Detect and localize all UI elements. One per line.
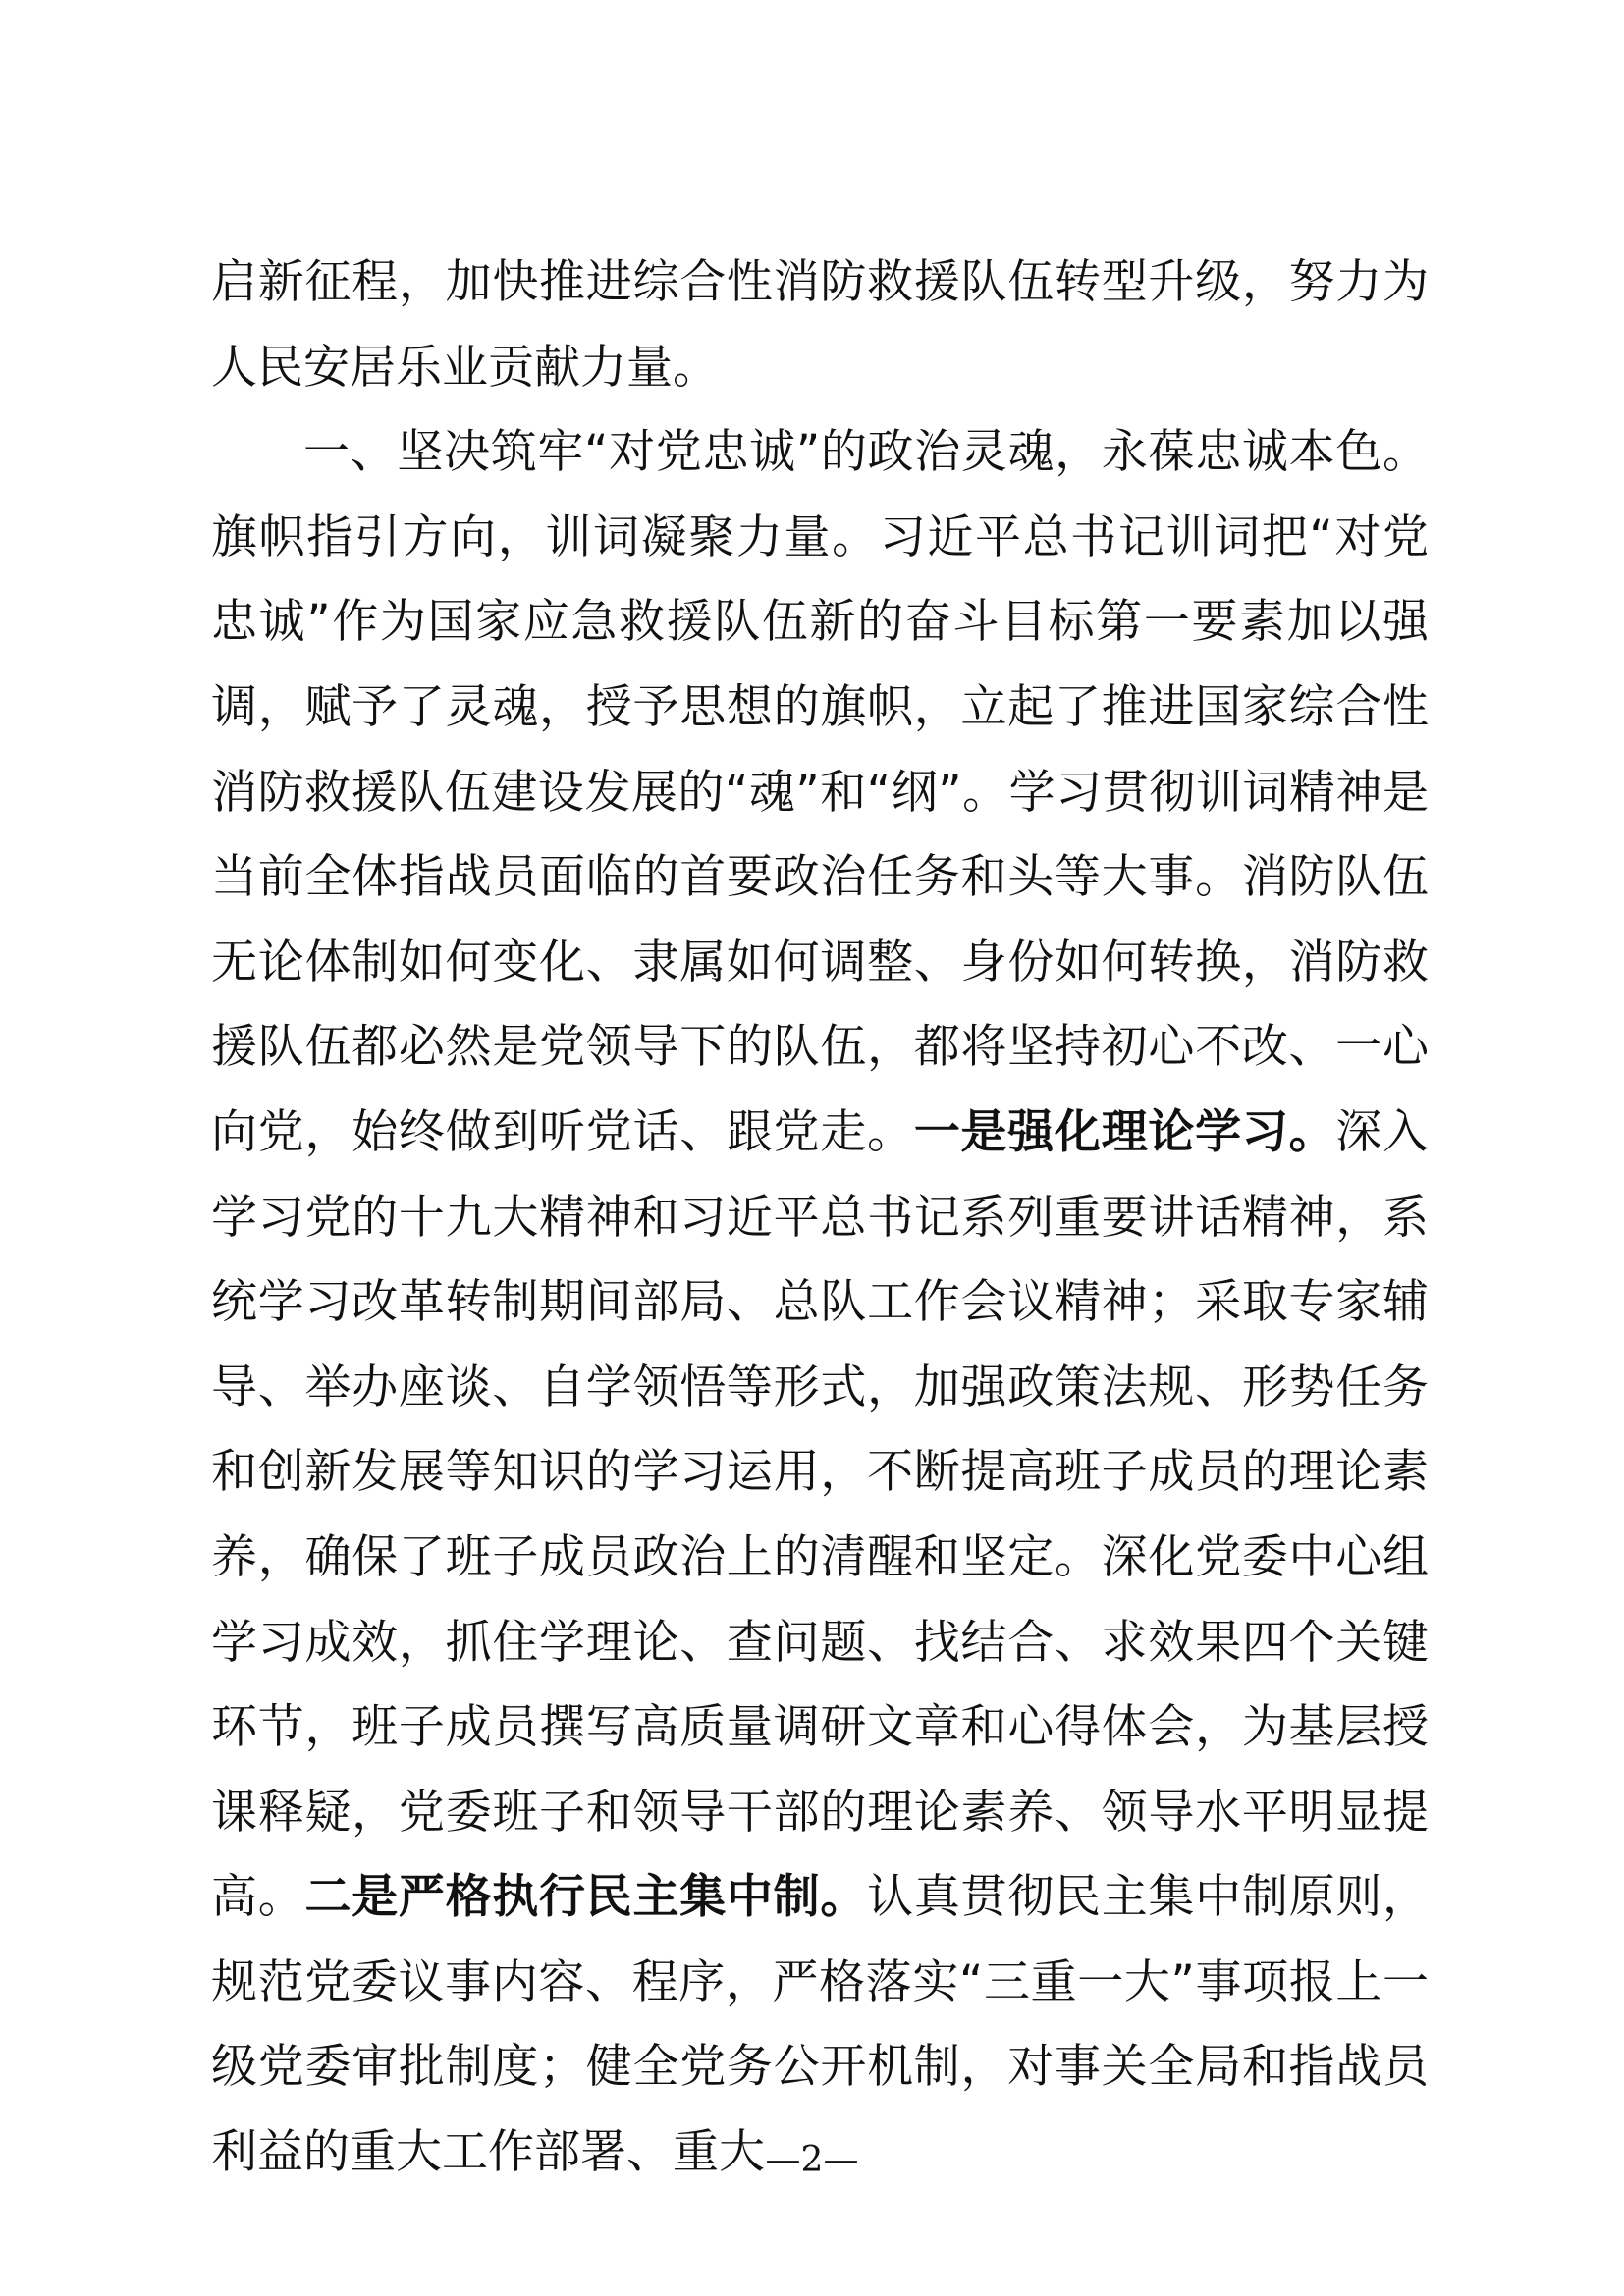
text-run: 认真贯彻民主集中制原则，规范党委议事内容、程序，严格落实“三重一大”事项报上一级党委审批制度；健全党务公开机制，对事关全局和指战员利益的重大工作部署、重大 (211, 1870, 1430, 2180)
bold-heading-run: 一是强化理论学习。 (913, 1104, 1336, 1159)
paragraph (211, 240, 1429, 410)
page-number: —2— (765, 2140, 859, 2180)
paragraph (211, 410, 1429, 2195)
text-run: 一、坚决筑牢“对党忠诚”的政治灵魂，永葆忠诚本色。旗帜指引方向，训词凝聚力量。习近平总书记训词把“对党忠诚”作为国家应急救援队伍新的奋斗目标第一要素加以强调，赋予了灵魂，授予思想的旗帜，立起了推进国家综合性消防救援队伍建设发展的“魂”和“纲”。学习贯彻训词精神是当前全体指战员面临的首要政治任务和头等大事。消防队伍无论体制如何变化、隶属如何调整、身份如何转换，消防救援队伍都必然是党领导下的队伍，都将坚持初心不改、一心向党，始终做到听党话、跟党走。 (211, 425, 1429, 1159)
bold-heading-run: 二是严格执行民主集中制。 (304, 1870, 868, 1925)
document-body (211, 240, 1429, 2196)
text-run: 深入学习党的十九大精神和习近平总书记系列重要讲话精神，系统学习改革转制期间部局、总队工作会议精神；采取专家辅导、举办座谈、自学领悟等形式，加强政策法规、形势任务和创新发展等知识的学习运用，不断提高班子成员的理论素养，确保了班子成员政治上的清醒和坚定。深化党委中心组学习成效，抓住学理论、查问题、找结合、求效果四个关键环节，班子成员撰写高质量调研文章和心得体会，为基层授课释疑，党委班子和领导干部的理论素养、领导水平明显提高。 (211, 1104, 1430, 1925)
text-run: 启新征程，加快推进综合性消防救援队伍转型升级，努力为人民安居乐业贡献力量。 (211, 255, 1429, 395)
